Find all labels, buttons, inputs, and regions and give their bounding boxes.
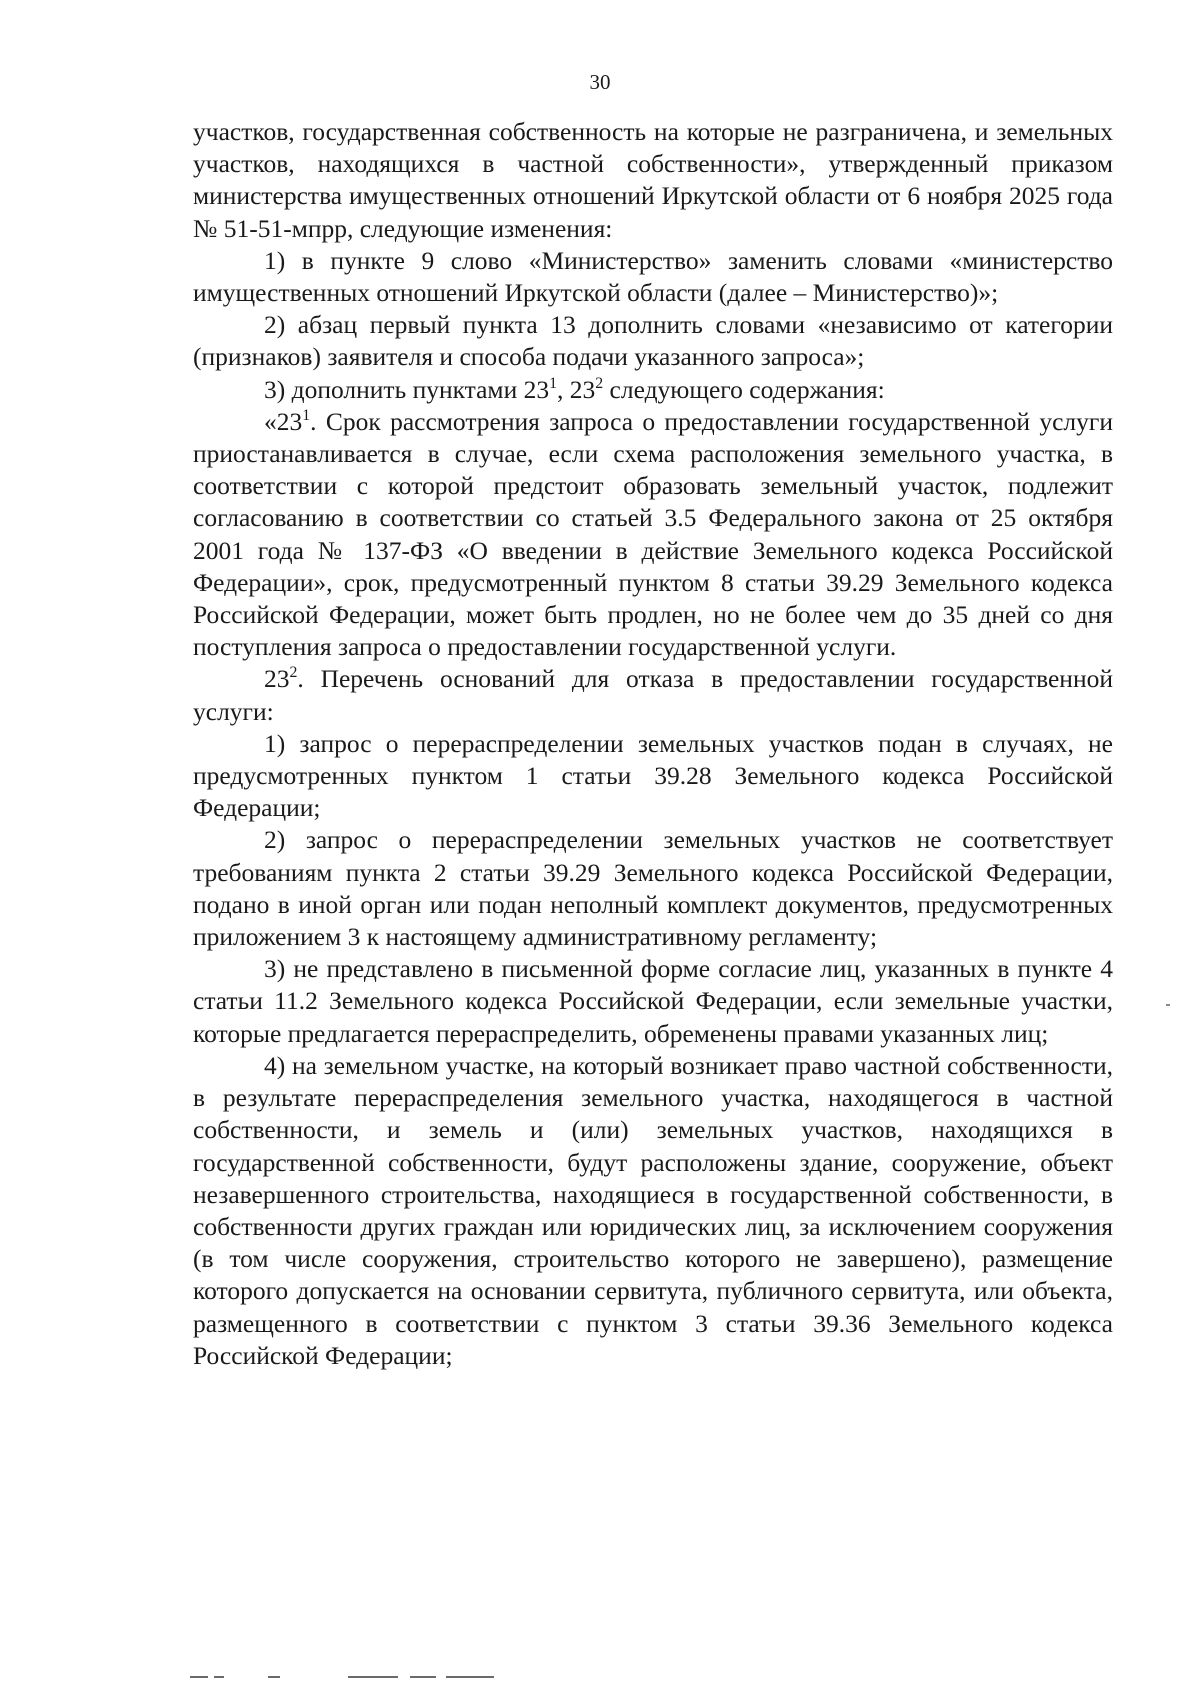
paragraph-item-3 xyxy=(193,374,1113,406)
scan-line xyxy=(348,1676,398,1678)
paragraph-clause-23-2 xyxy=(193,663,1113,727)
paragraph-item-1: 1) в пункте 9 слово «Министерство» заменить словами «министерство имущественных отношений Иркутской области (далее – Министерство)»; xyxy=(193,245,1113,308)
scan-speck xyxy=(1166,1004,1170,1006)
document-body xyxy=(193,116,1113,1372)
text-fragment: 3) дополнить пунктами 23 xyxy=(264,374,550,404)
superscript: 1 xyxy=(549,374,558,392)
text-fragment: . Срок рассмотрения запроса о предоставлении государственной услуги приостанавливается в случае, если схема расположения земельного участка, в соответствии с которой предстоит образовать земельный участок, подлежит согласованию в соответствии со статьей 3.5 Федерального закона от 25 октября 2001 года № 137-ФЗ «О введении в действие Земельного кодекса Российской Федерации», срок, предусмотренный пунктом 8 статьи 39.29 Земельного кодекса Российской Федерации, может быть продлен, но не более чем до 35 дней со дня поступления запроса о предоставлении государственной услуги. xyxy=(193,406,1113,662)
superscript: 2 xyxy=(595,374,604,392)
scan-line xyxy=(214,1676,224,1678)
paragraph-intro: участков, государственная собственность на которые не разграничена, и земельных участков, находящихся в частной собственности», утвержденный приказом министерства имущественных отношений Иркутской области от 6 ноября 2025 года № 51-51-мпрр, следующие изменения: xyxy=(193,117,1113,243)
text-fragment: , 23 xyxy=(557,374,596,404)
paragraph-clause-23-1 xyxy=(193,406,1113,664)
superscript: 2 xyxy=(289,664,298,682)
paragraph-item-2: 2) абзац первый пункта 13 дополнить словами «независимо от категории (признаков) заявителя и способа подачи указанного запроса»; xyxy=(193,310,1113,372)
scan-line xyxy=(446,1676,494,1678)
footer-scan-marks xyxy=(0,1676,1200,1682)
scan-line xyxy=(268,1676,280,1678)
paragraph-refusal-4: 4) на земельном участке, на который возникает право частной собственности, в результате перераспределения земельного участка, находящегося в частной собственности, и земель и (или) земельных участков, находящихся в государственной собственности, будут расположены здание, сооружение, объект незавершенного строительства, находящиеся в государственной собственности, в собственности других граждан или юридических лиц, за исключением сооружения (в том числе сооружения, строительство которого не завершено), размещение которого допускается на основании сервитута, публичного сервитута, или объекта, размещенного в соответствии с пунктом 3 статьи 39.36 Земельного кодекса Российской Федерации; xyxy=(193,1050,1113,1370)
paragraph-refusal-2: 2) запрос о перераспределении земельных участков не соответствует требованиям пункта 2 статьи 39.29 Земельного кодекса Российской Федерации, подано в иной орган или подан неполный комплект документов, предусмотренных приложением 3 к настоящему административному регламенту; xyxy=(193,825,1113,952)
text-fragment: «23 xyxy=(264,406,303,436)
scan-line xyxy=(190,1676,208,1678)
superscript: 1 xyxy=(302,407,311,425)
text-fragment: . Перечень оснований для отказа в предоставлении государственной услуги: xyxy=(193,664,1113,726)
text-fragment: 23 xyxy=(264,664,290,694)
paragraph-refusal-1: 1) запрос о перераспределении земельных участков подан в случаях, не предусмотренных пунктом 1 статьи 39.28 Земельного кодекса Российской Федерации; xyxy=(193,728,1113,823)
scan-line xyxy=(410,1676,436,1678)
paragraph-refusal-3: 3) не представлено в письменной форме согласие лиц, указанных в пункте 4 статьи 11.2 Земельного кодекса Российской Федерации, если земельные участки, которые предлагается перераспределить, обременены правами указанных лиц; xyxy=(193,954,1113,1048)
text-fragment: следующего содержания: xyxy=(603,374,885,404)
page-number: 30 xyxy=(589,70,611,94)
